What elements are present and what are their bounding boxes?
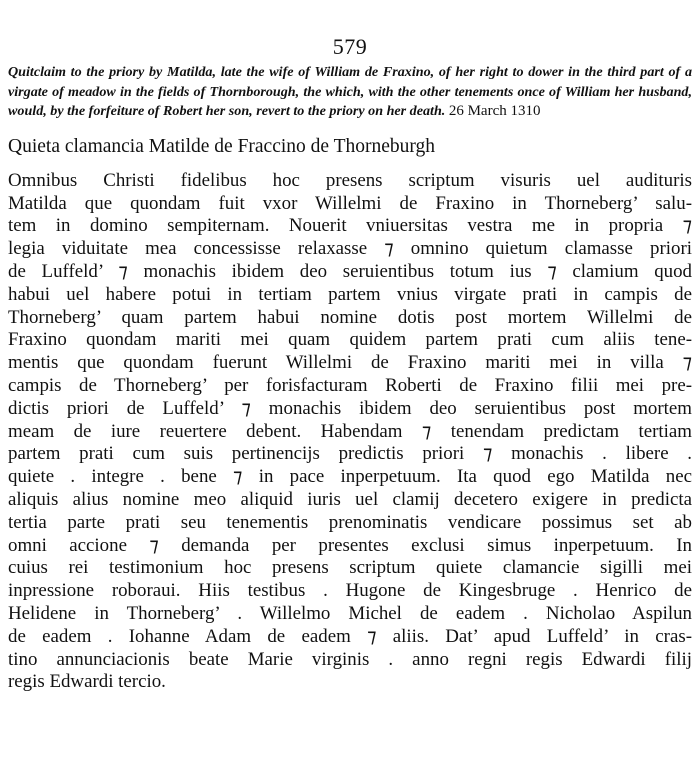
document-page (8, 0, 692, 694)
body-line: tertia parte prati seu tenementis prenominatis vendicare possimus set ab (8, 511, 692, 533)
document-date: 26 March 1310 (448, 103, 541, 120)
body-line: meam de iure reuertere debent. Habendam ⁊ tenendam predictam tertiam (8, 420, 692, 442)
body-line: tino annunciacionis beate Marie virginis . anno regni regis Edwardi filij (8, 648, 692, 670)
body-line: campis de Thorneberg’ per forisfacturam Roberti de Fraxino filii mei pre- (8, 374, 692, 396)
body-line: cuius rei testimonium hoc presens scriptum quiete clamancie sigilli mei (8, 557, 692, 579)
document-body (8, 170, 692, 694)
body-line: Fraxino quondam mariti mei quam quidem partem prati cum aliis tene- (8, 329, 692, 351)
body-line: omni accione ⁊ demanda per presentes exclusi simus inperpetuum. In (8, 534, 692, 556)
body-line: Thorneberg’ quam partem habui nomine dotis post mortem Willelmi de (8, 306, 692, 328)
body-line: partem prati cum suis pertinencijs predictis priori ⁊ monachis . libere . (8, 443, 692, 465)
body-line: quiete . integre . bene ⁊ in pace inperpetuum. Ita quod ego Matilda nec (8, 466, 692, 488)
body-line: inpressione roboraui. Hiis testibus . Hugone de Kingesbruge . Henrico de (8, 580, 692, 602)
body-line: habui uel habere potui in tertiam partem vnius virgate prati in campis de (8, 283, 692, 305)
body-line: legia viduitate mea concessisse relaxasse ⁊ omnino quietum clamasse priori (8, 238, 692, 260)
body-line: de eadem . Iohanne Adam de eadem ⁊ aliis. Dat’ apud Luffeld’ in cras- (8, 625, 692, 647)
document-number: 579 (332, 34, 368, 59)
document-summary (8, 63, 692, 122)
body-line: mentis que quondam fuerunt Willelmi de Fraxino mariti mei in villa ⁊ (8, 352, 692, 374)
body-line: Helidene in Thorneberg’ . Willelmo Michel de eadem . Nicholao Aspilun (8, 602, 692, 624)
document-title: Quieta clamancia Matilde de Fraccino de Thorneburgh (8, 135, 436, 157)
body-line: de Luffeld’ ⁊ monachis ibidem deo seruientibus totum ius ⁊ clamium quod (8, 260, 692, 282)
summary-text: Quitclaim to the priory by Matilda, late the wife of William de Fraxino, of her right to dower in the third part of a virgate of meadow in the fields of Thornborough, the which, with the other tenements once of William her husband, would, by the forfeiture of Robert her son, revert to the priory on her death. (8, 64, 692, 120)
body-line: dictis priori de Luffeld’ ⁊ monachis ibidem deo seruientibus post mortem (8, 397, 692, 419)
body-line: regis Edwardi tercio. (8, 671, 166, 693)
body-line: Omnibus Christi fidelibus hoc presens scriptum visuris uel audituris (8, 169, 692, 191)
body-line: Matilda que quondam fuit vxor Willelmi de Fraxino in Thorneberg’ salu- (8, 192, 692, 214)
body-line: tem in domino sempiternam. Nouerit vniuersitas vestra me in propria ⁊ (8, 215, 692, 237)
body-line: aliquis alius nomine meo aliquid iuris uel clamij decetero exigere in predicta (8, 488, 692, 510)
